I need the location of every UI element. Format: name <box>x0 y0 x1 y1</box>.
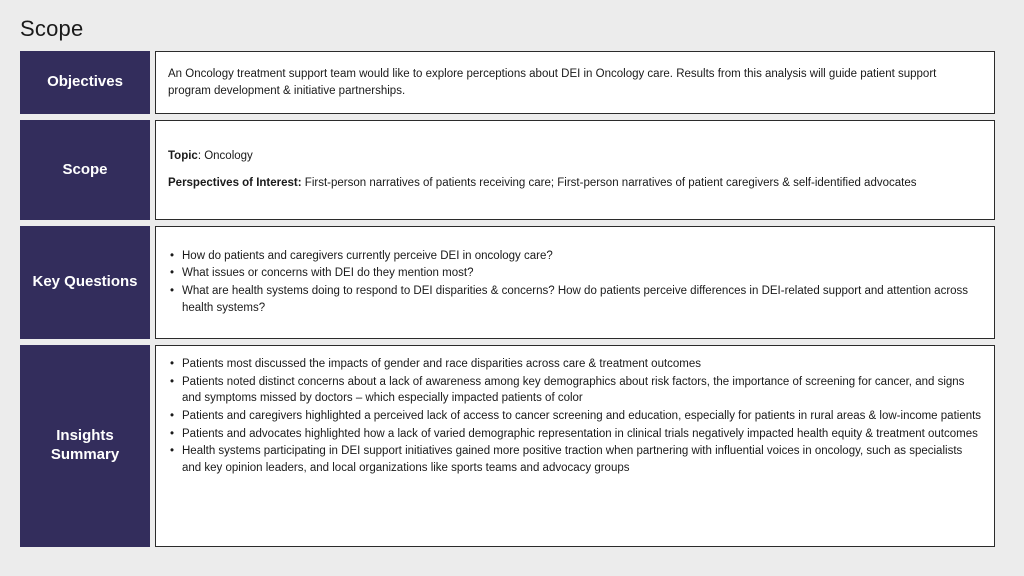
scope-perspectives-value: First-person narratives of patients receiving care; First-person narratives of patient caregivers & self-identified advocates <box>301 177 917 189</box>
table-row <box>20 120 995 220</box>
list-item: • What issues or concerns with DEI do they mention most? <box>168 265 982 282</box>
row-label-insights-summary <box>20 345 150 547</box>
row-body-scope <box>155 120 995 220</box>
scope-topic-sep: : <box>197 150 205 163</box>
scope-topic-key: Topic <box>168 150 198 163</box>
row-body-objectives <box>155 51 995 114</box>
key-questions-list <box>168 248 982 318</box>
insights-label-line1: Insights <box>56 427 114 445</box>
list-item: • Patients and advocates highlighted how a lack of varied demographic representation in clinical trials negatively impacted health equity & treatment outcomes <box>168 426 982 443</box>
table-row <box>20 345 995 547</box>
scope-perspectives-key: Perspectives of Interest: <box>168 177 302 189</box>
list-item: • Patients noted distinct concerns about a lack of awareness among key demographics about risk factors, the importance of screening for cancer, and signs and symptoms missed by doctors – which especially impacted patients of color <box>168 374 982 407</box>
objectives-text: An Oncology treatment support team would like to explore perceptions about DEI in Oncology care. Results from this analysis will guide patient support program development & initiative partnerships. <box>168 67 937 97</box>
list-item: • Patients and caregivers highlighted a perceived lack of access to cancer screening and education, especially for patients in rural areas & low-income patients <box>168 408 982 425</box>
row-label-objectives: Objectives <box>20 51 150 114</box>
scope-topic-value: Oncology <box>204 150 253 163</box>
table-row <box>20 51 995 114</box>
list-item: • Health systems participating in DEI support initiatives gained more positive traction when partnering with influential voices in oncology, such as specialists and key opinion leaders, and local organizations like sports teams and advocacy groups <box>168 443 982 476</box>
table-row <box>20 226 995 339</box>
insights-list <box>168 356 982 478</box>
scope-topic-line <box>168 148 982 165</box>
list-item: • Patients most discussed the impacts of gender and race disparities across care & treatment outcomes <box>168 356 982 373</box>
insights-label-wrapper <box>51 427 119 465</box>
row-label-key-questions: Key Questions <box>20 226 150 339</box>
row-body-key-questions <box>155 226 995 339</box>
row-label-scope: Scope <box>20 120 150 220</box>
row-body-insights-summary <box>155 345 995 547</box>
list-item: • How do patients and caregivers currently perceive DEI in oncology care? <box>168 248 982 265</box>
list-item: • What are health systems doing to respond to DEI disparities & concerns? How do patients perceive differences in DEI-related support and attention across health systems? <box>168 283 982 316</box>
scope-table <box>20 51 995 553</box>
insights-label-line2: Summary <box>50 446 120 463</box>
page-title: Scope <box>20 16 84 41</box>
scope-perspectives-line <box>168 175 982 192</box>
